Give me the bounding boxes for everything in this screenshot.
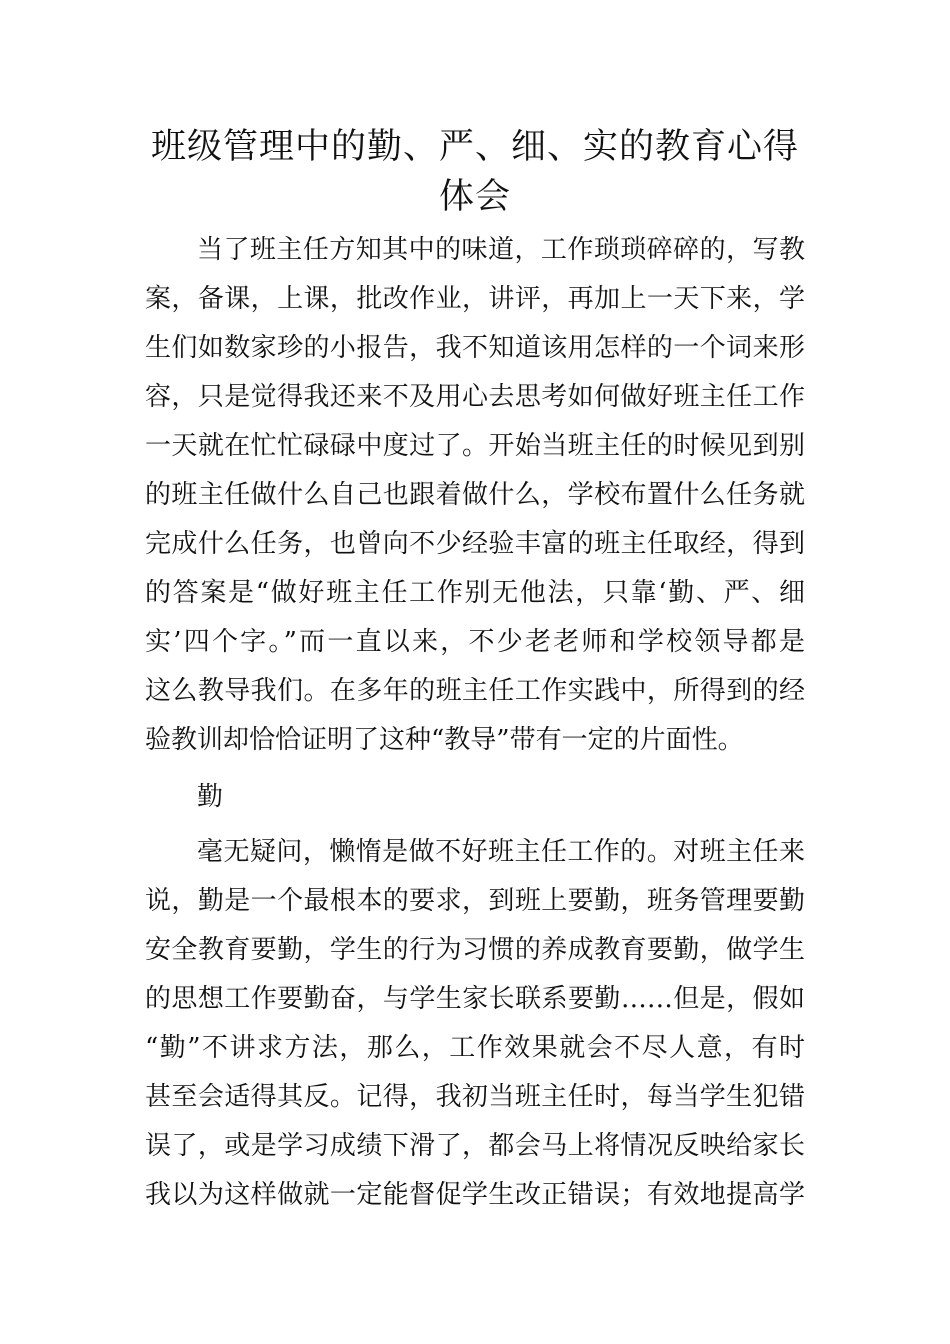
paragraph-line: “勤”不讲求方法，那么，工作效果就会不尽人意，有时 [145, 1033, 805, 1063]
paragraph-line: 我以为这样做就一定能督促学生改正错误；有效地提高学 [145, 1180, 805, 1210]
title-line-2: 体会 [438, 177, 511, 217]
section-heading: 勤 [197, 782, 224, 812]
paragraph-line: 这么教导我们。在多年的班主任工作实践中，所得到的经 [145, 676, 805, 706]
paragraph-line: 安全教育要勤，学生的行为习惯的养成教育要勤，做学生 [145, 935, 805, 965]
paragraph-line: 完成什么任务，也曾向不少经验丰富的班主任取经，得到 [145, 529, 805, 559]
paragraph-line: 的答案是“做好班主任工作别无他法，只靠‘勤、严、细 [145, 578, 805, 608]
paragraph-line: 验教训却恰恰证明了这种“教导”带有一定的片面性。 [145, 725, 744, 755]
paragraph-2 [145, 828, 805, 1220]
paragraph-line: 一天就在忙忙碌碌中度过了。开始当班主任的时候见到别 [145, 431, 805, 461]
paragraph-line: 案，备课，上课，批改作业，讲评，再加上一天下来，学 [145, 284, 805, 314]
paragraph-line: 毫无疑问，懒惰是做不好班主任工作的。对班主任来 [197, 837, 805, 867]
document-title [145, 122, 805, 222]
document-body [145, 226, 805, 1220]
paragraph-line: 误了，或是学习成绩下滑了，都会马上将情况反映给家长 [145, 1131, 805, 1161]
paragraph-1 [145, 226, 805, 765]
title-line-1: 班级管理中的勤、严、细、实的教育心得 [150, 127, 799, 167]
paragraph-line: 实’四个字。”而一直以来，不少老老师和学校领导都是 [145, 627, 805, 657]
paragraph-line: 当了班主任方知其中的味道，工作琐琐碎碎的，写教 [197, 235, 805, 265]
paragraph-line: 甚至会适得其反。记得，我初当班主任时，每当学生犯错 [145, 1082, 805, 1112]
paragraph-line: 容，只是觉得我还来不及用心去思考如何做好班主任工作 [145, 382, 805, 412]
paragraph-line: 生们如数家珍的小报告，我不知道该用怎样的一个词来形 [145, 333, 805, 363]
paragraph-line: 的班主任做什么自己也跟着做什么，学校布置什么任务就 [145, 480, 805, 510]
paragraph-line: 说，勤是一个最根本的要求，到班上要勤，班务管理要勤 [145, 886, 805, 916]
paragraph-line: 的思想工作要勤奋，与学生家长联系要勤……但是，假如 [145, 984, 805, 1014]
